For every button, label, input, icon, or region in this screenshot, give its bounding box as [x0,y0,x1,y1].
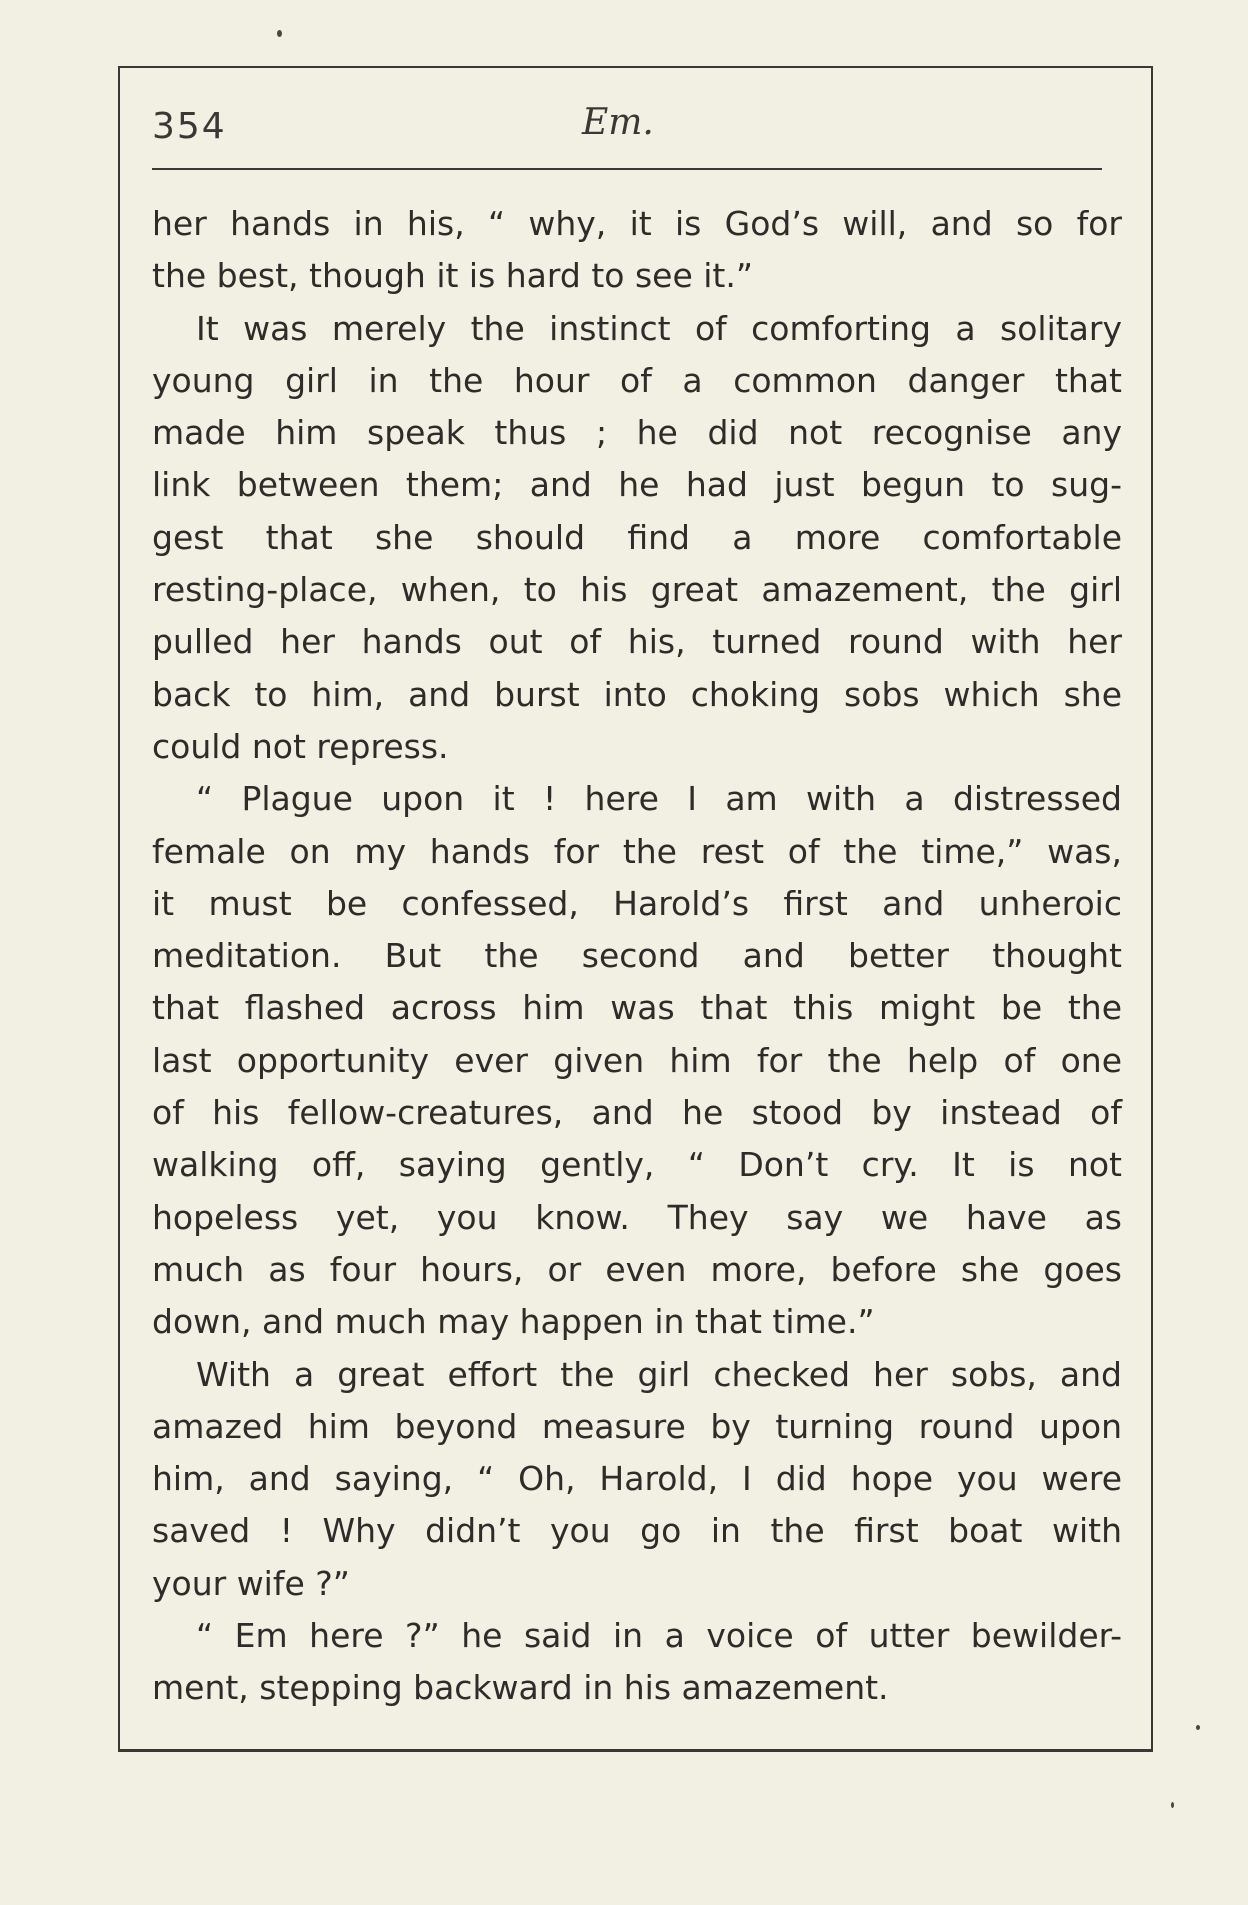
paragraph-start-line: It was merely the instinct of comforting a solitary [196,308,1122,348]
page-number: 354 [152,106,227,147]
paragraph-start-line: “ Plague upon it ! here I am with a distressed [196,779,1122,819]
text-line: last opportunity ever given him for the help of one [152,1040,1122,1080]
text-line: the best, though it is hard to see it.” [152,256,753,296]
text-line: that flashed across him was that this might be the [152,988,1122,1028]
text-line: gest that she should find a more comfortable [152,517,1122,557]
paper-speck [1196,1725,1200,1730]
text-line: meditation. But the second and better thought [152,936,1122,976]
text-line: him, and saying, “ Oh, Harold, I did hope you were [152,1459,1122,1499]
text-line: down, and much may happen in that time.” [152,1302,875,1342]
body-text [152,198,1122,1715]
text-line: your wife ?” [152,1563,350,1603]
text-line: could not repress. [152,726,449,766]
text-line: much as four hours, or even more, before she goes [152,1249,1122,1289]
text-line: walking off, saying gently, “ Don’t cry. It is not [152,1145,1122,1185]
paper-speck [1171,1802,1174,1808]
text-line: ment, stepping backward in his amazement. [152,1668,889,1708]
page-header [152,102,1102,166]
text-line: link between them; and he had just begun to sug- [152,465,1122,505]
running-title: Em. [582,102,654,143]
text-line: amazed him beyond measure by turning round upon [152,1406,1122,1446]
text-line: hopeless yet, you know. They say we have as [152,1197,1122,1237]
text-line: of his fellow-creatures, and he stood by instead of [152,1093,1122,1133]
text-line: it must be confessed, Harold’s first and unheroic [152,883,1122,923]
text-line: pulled her hands out of his, turned round with her [152,622,1122,662]
text-line: her hands in his, “ why, it is God’s will, and so for [152,204,1122,243]
text-line: young girl in the hour of a common danger that [152,360,1122,400]
paragraph-start-line: “ Em here ?” he said in a voice of utter bewilder- [196,1616,1122,1656]
text-line: resting-place, when, to his great amazement, the girl [152,570,1122,610]
text-line: female on my hands for the rest of the time,” was, [152,831,1122,871]
text-line: saved ! Why didn’t you go in the first boat with [152,1511,1122,1551]
text-line: back to him, and burst into choking sobs which she [152,674,1122,714]
paper-speck [277,30,282,37]
paragraph-start-line: With a great effort the girl checked her sobs, and [196,1354,1122,1394]
header-rule [152,168,1102,170]
text-line: made him speak thus ; he did not recognise any [152,413,1122,453]
